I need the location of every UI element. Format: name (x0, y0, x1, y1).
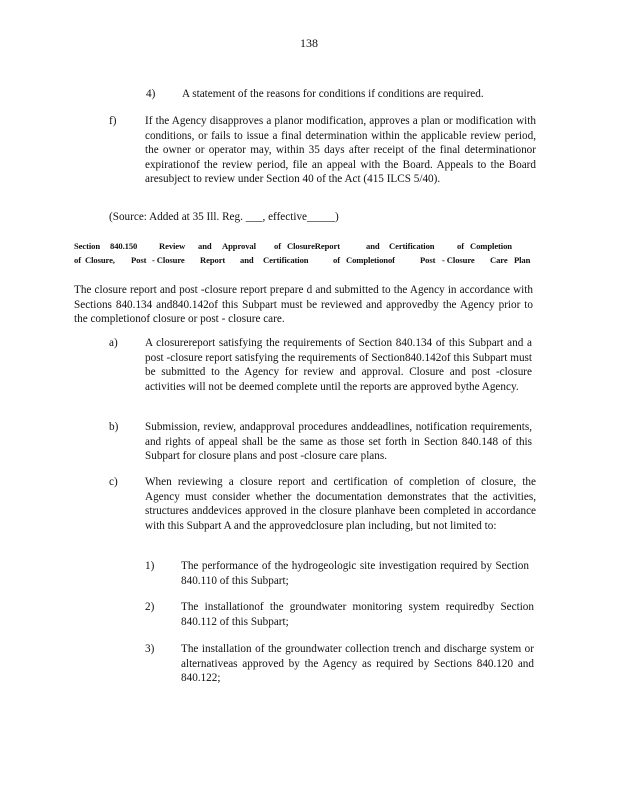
heading-word: Review (159, 241, 186, 251)
heading-word: and (198, 241, 212, 251)
heading-word: of (274, 241, 281, 251)
heading-word: Completionof (346, 255, 395, 265)
heading-word: Care (490, 255, 508, 265)
subsection-b-text: Submission, review, andapproval procedures anddeadlines, notification requirements, and rights of appeal shall be the same as those set forth in Section 840.148 of this Subpart for closure plans and post -closure care plans. (145, 421, 532, 462)
list-item-3-marker: 3) (145, 643, 155, 655)
list-item-1-text: The performance of the hydrogeologic site investigation required by Section 840.110 of this Subpart; (181, 560, 529, 587)
heading-word: Report (200, 255, 226, 265)
item-f-marker: f) (109, 115, 117, 127)
heading-word: Closure, (85, 255, 115, 265)
heading-word: Certification (263, 255, 309, 265)
heading-word: of (74, 255, 81, 265)
section-heading (74, 239, 536, 267)
heading-word: Certification (389, 241, 435, 251)
item-4-text: A statement of the reasons for conditions if conditions are required. (182, 88, 484, 100)
heading-word: of (333, 255, 340, 265)
intro-paragraph: The closure report and post -closure report prepare d and submitted to the Agency in accordance with Sections 840.134 and840.142of this Subpart must be reviewed and approvedby the Agency prior to the completionof closure or post - closure care. (74, 284, 533, 325)
source-note: (Source: Added at 35 Ill. Reg. ___, effective_____) (109, 211, 339, 223)
heading-word: and (366, 241, 380, 251)
list-item-1-marker: 1) (145, 560, 155, 572)
heading-word: Section (74, 241, 101, 251)
heading-word: of (457, 241, 464, 251)
heading-word: ClosureReport (287, 241, 340, 251)
list-item-2-text: The installationof the groundwater monitoring system requiredby Section 840.112 of this Subpart; (181, 601, 534, 628)
subsection-c-text: When reviewing a closure report and certification of completion of closure, the Agency must consider whether the documentation demonstrates that the activities, structures anddevices approved in the closure planhave been completed in accordance with this Subpart A and the approvedclosure plan including, but not limited to: (145, 476, 536, 532)
subsection-b-marker: b) (109, 421, 119, 433)
item-4-marker: 4) (146, 88, 156, 100)
heading-word: Post (420, 255, 436, 265)
section-heading-line-2 (74, 253, 536, 267)
subsection-c-marker: c) (109, 476, 118, 488)
heading-word: Plan (514, 255, 531, 265)
heading-word: Approval (222, 241, 256, 251)
heading-word: Completion (470, 241, 512, 251)
heading-word: - Closure (442, 255, 475, 265)
heading-word: and (240, 255, 254, 265)
subsection-a-text: A closurereport satisfying the requirements of Section 840.134 of this Subpart and a post -closure report satisfying the requirements of Section840.142of this Subpart must be submitted to the Agency for review and approval. Closure and post -closure activities will not be deemed complete until the reports are approved bythe Agency. (145, 337, 532, 393)
section-heading-line-1 (74, 239, 512, 253)
list-item-2-marker: 2) (145, 601, 155, 613)
list-item-3-text: The installation of the groundwater collection trench and discharge system or alternativeas approved by the Agency as required by Sections 840.120 and 840.122; (181, 643, 534, 684)
item-f-text: If the Agency disapproves a planor modification, approves a plan or modification with conditions, or fails to issue a final determination within the applicable review period, the owner or operator may, within 35 days after receipt of the final determinationor expirationof the review period, file an appeal with the Board. Appeals to the Board aresubject to review under Section 40 of the Act (415 ILCS 5/40). (145, 115, 536, 185)
page-number: 138 (300, 36, 318, 50)
subsection-a-marker: a) (109, 337, 118, 349)
heading-word: 840.150 (110, 241, 138, 251)
heading-word: Post (131, 255, 147, 265)
heading-word: - Closure (152, 255, 185, 265)
